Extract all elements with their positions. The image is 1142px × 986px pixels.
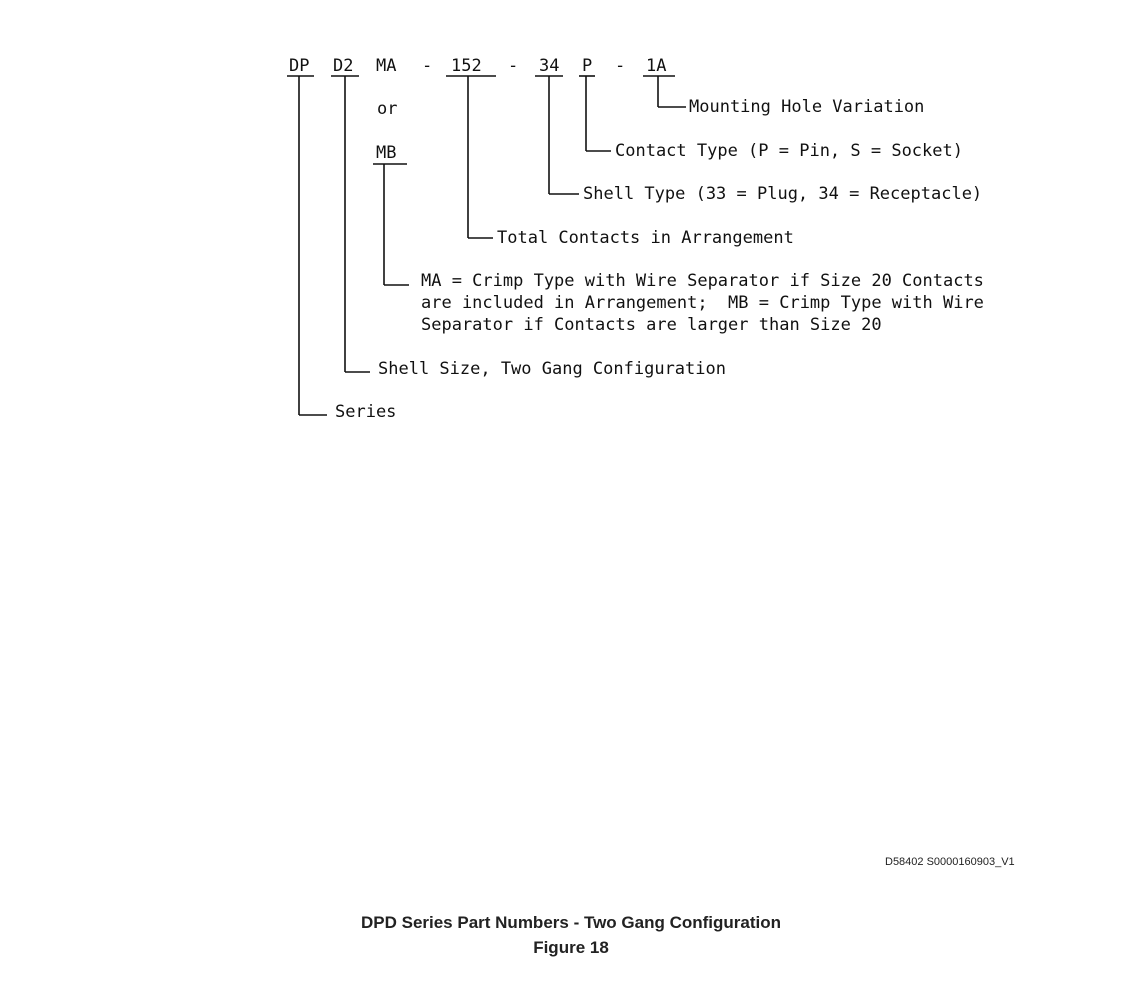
segment-crimp-type: MA — [376, 56, 397, 76]
segment-shell-size: D2 — [333, 56, 354, 76]
description-crimp-line-2: are included in Arrangement; MB = Crimp Type with Wire — [421, 293, 984, 313]
separator-2: - — [508, 56, 519, 76]
segment-total-contacts: 152 — [451, 56, 482, 76]
description-crimp-line-1: MA = Crimp Type with Wire Separator if Size 20 Contacts — [421, 271, 984, 291]
figure-caption-title: DPD Series Part Numbers - Two Gang Configuration — [360, 913, 781, 932]
description-total-contacts: Total Contacts in Arrangement — [497, 228, 794, 248]
description-shell-type: Shell Type (33 = Plug, 34 = Receptacle) — [583, 184, 983, 204]
segment-crimp-type-alternate: MB — [376, 143, 397, 163]
figure-caption-number: Figure 18 — [533, 938, 609, 957]
reference-id: D58402 S0000160903_V1 — [885, 856, 1015, 868]
description-shell-size: Shell Size, Two Gang Configuration — [378, 359, 726, 379]
description-contact-type: Contact Type (P = Pin, S = Socket) — [615, 141, 963, 161]
description-crimp-line-3: Separator if Contacts are larger than Size 20 — [421, 315, 882, 335]
alternate-or-label: or — [377, 99, 398, 119]
separator-1: - — [422, 56, 433, 76]
description-series: Series — [335, 402, 397, 422]
segment-contact-type: P — [582, 56, 593, 76]
segment-series: DP — [289, 56, 310, 76]
separator-3: - — [615, 56, 626, 76]
segment-shell-type: 34 — [539, 56, 560, 76]
segment-mounting-hole: 1A — [646, 56, 667, 76]
description-mounting-hole: Mounting Hole Variation — [689, 97, 925, 117]
